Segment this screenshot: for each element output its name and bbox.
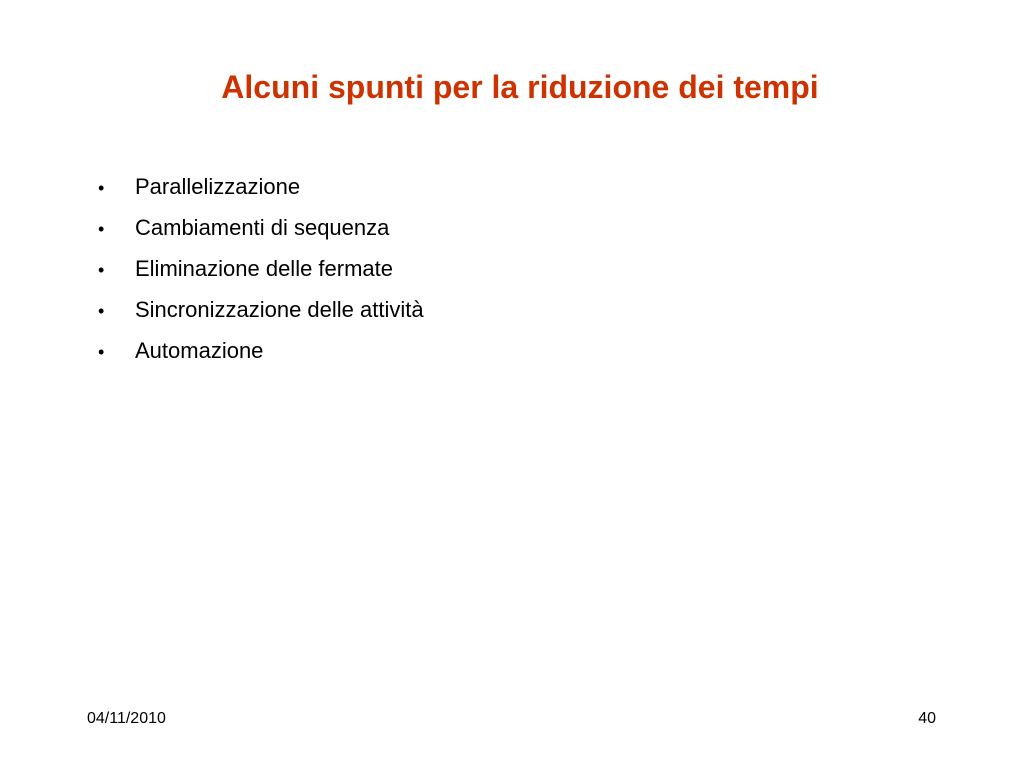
bullet-item [98,248,424,289]
bullet-marker: • [98,301,105,321]
bullet-text: Eliminazione delle fermate [135,256,394,281]
bullet-marker: • [98,178,105,198]
footer-page-number: 40 [918,710,936,727]
bullet-list [98,166,424,371]
bullet-text: Sincronizzazione delle attività [135,297,424,322]
bullet-item [98,289,424,330]
bullet-item [98,166,424,207]
bullet-text: Parallelizzazione [135,174,301,199]
bullet-item [98,330,424,371]
bullet-marker: • [98,219,105,239]
bullet-marker: • [98,260,105,280]
bullet-item [98,207,424,248]
bullet-text: Cambiamenti di sequenza [135,215,390,240]
slide-title: Alcuni spunti per la riduzione dei tempi [221,69,819,105]
footer-date: 04/11/2010 [87,710,166,727]
bullet-marker: • [98,342,105,362]
bullet-text: Automazione [135,338,264,363]
